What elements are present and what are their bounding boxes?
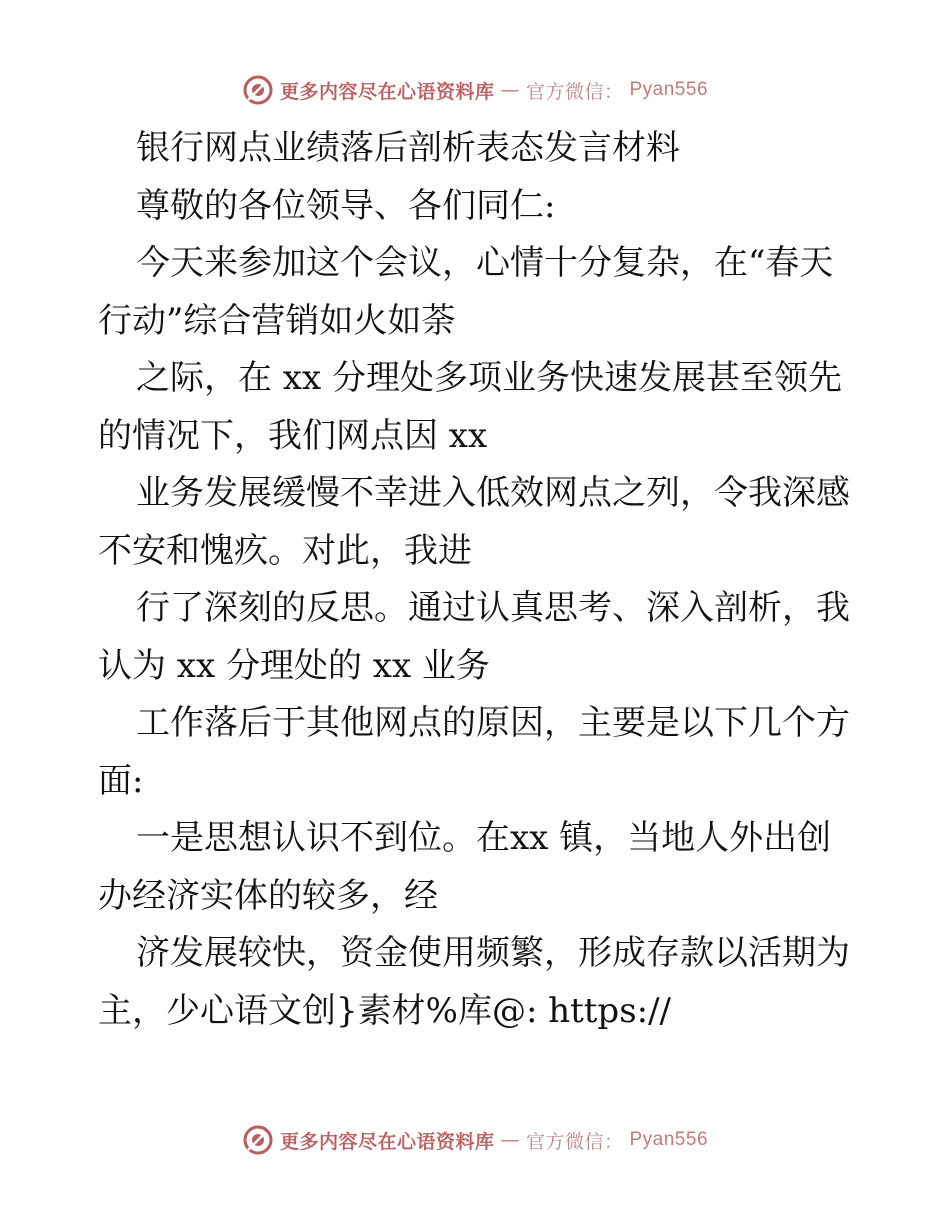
paragraph: 行了深刻的反思。通过认真思考、深入剖析，我认为 xx 分理处的 xx 业务 <box>98 588 850 686</box>
document-body <box>98 120 850 1040</box>
watermark-wechat-id: Pyan556 <box>629 1129 709 1150</box>
seal-logo-icon <box>242 1124 274 1156</box>
watermark-separator: — <box>500 79 520 101</box>
watermark-banner-top <box>0 70 950 110</box>
paragraph: 业务发展缓慢不幸进入低效网点之列，令我深感不安和愧疚。对此，我进 <box>98 473 850 571</box>
watermark-banner-bottom <box>0 1120 950 1160</box>
paragraph: 工作落后于其他网点的原因，主要是以下几个方面: <box>98 703 850 801</box>
salutation: 尊敬的各位领导、各们同仁: <box>136 185 556 226</box>
paragraph: 一是思想认识不到位。在xx 镇，当地人外出创办经济实体的较多，经 <box>98 818 832 916</box>
watermark-separator: — <box>500 1129 520 1151</box>
watermark-wechat-label: 官方微信： <box>525 80 624 103</box>
paragraph: 济发展较快，资金使用频繁，形成存款以活期为主，少心语文创}素材%库@: https:// <box>98 933 850 1031</box>
watermark-wechat-id: Pyan556 <box>629 79 709 100</box>
document-title: 银行网点业绩落后剖析表态发言材料 <box>136 128 680 168</box>
watermark-wechat-label: 官方微信： <box>525 1130 624 1153</box>
paragraph: 今天来参加这个会议，心情十分复杂，在“春天行动”综合营销如火如荼 <box>98 243 834 341</box>
paragraph: 之际，在 xx 分理处多项业务快速发展甚至领先的情况下，我们网点因 xx <box>98 358 842 456</box>
seal-logo-icon <box>242 74 274 106</box>
watermark-site-text: 更多内容尽在心语资料库 <box>279 80 495 103</box>
watermark-site-text: 更多内容尽在心语资料库 <box>279 1130 495 1153</box>
